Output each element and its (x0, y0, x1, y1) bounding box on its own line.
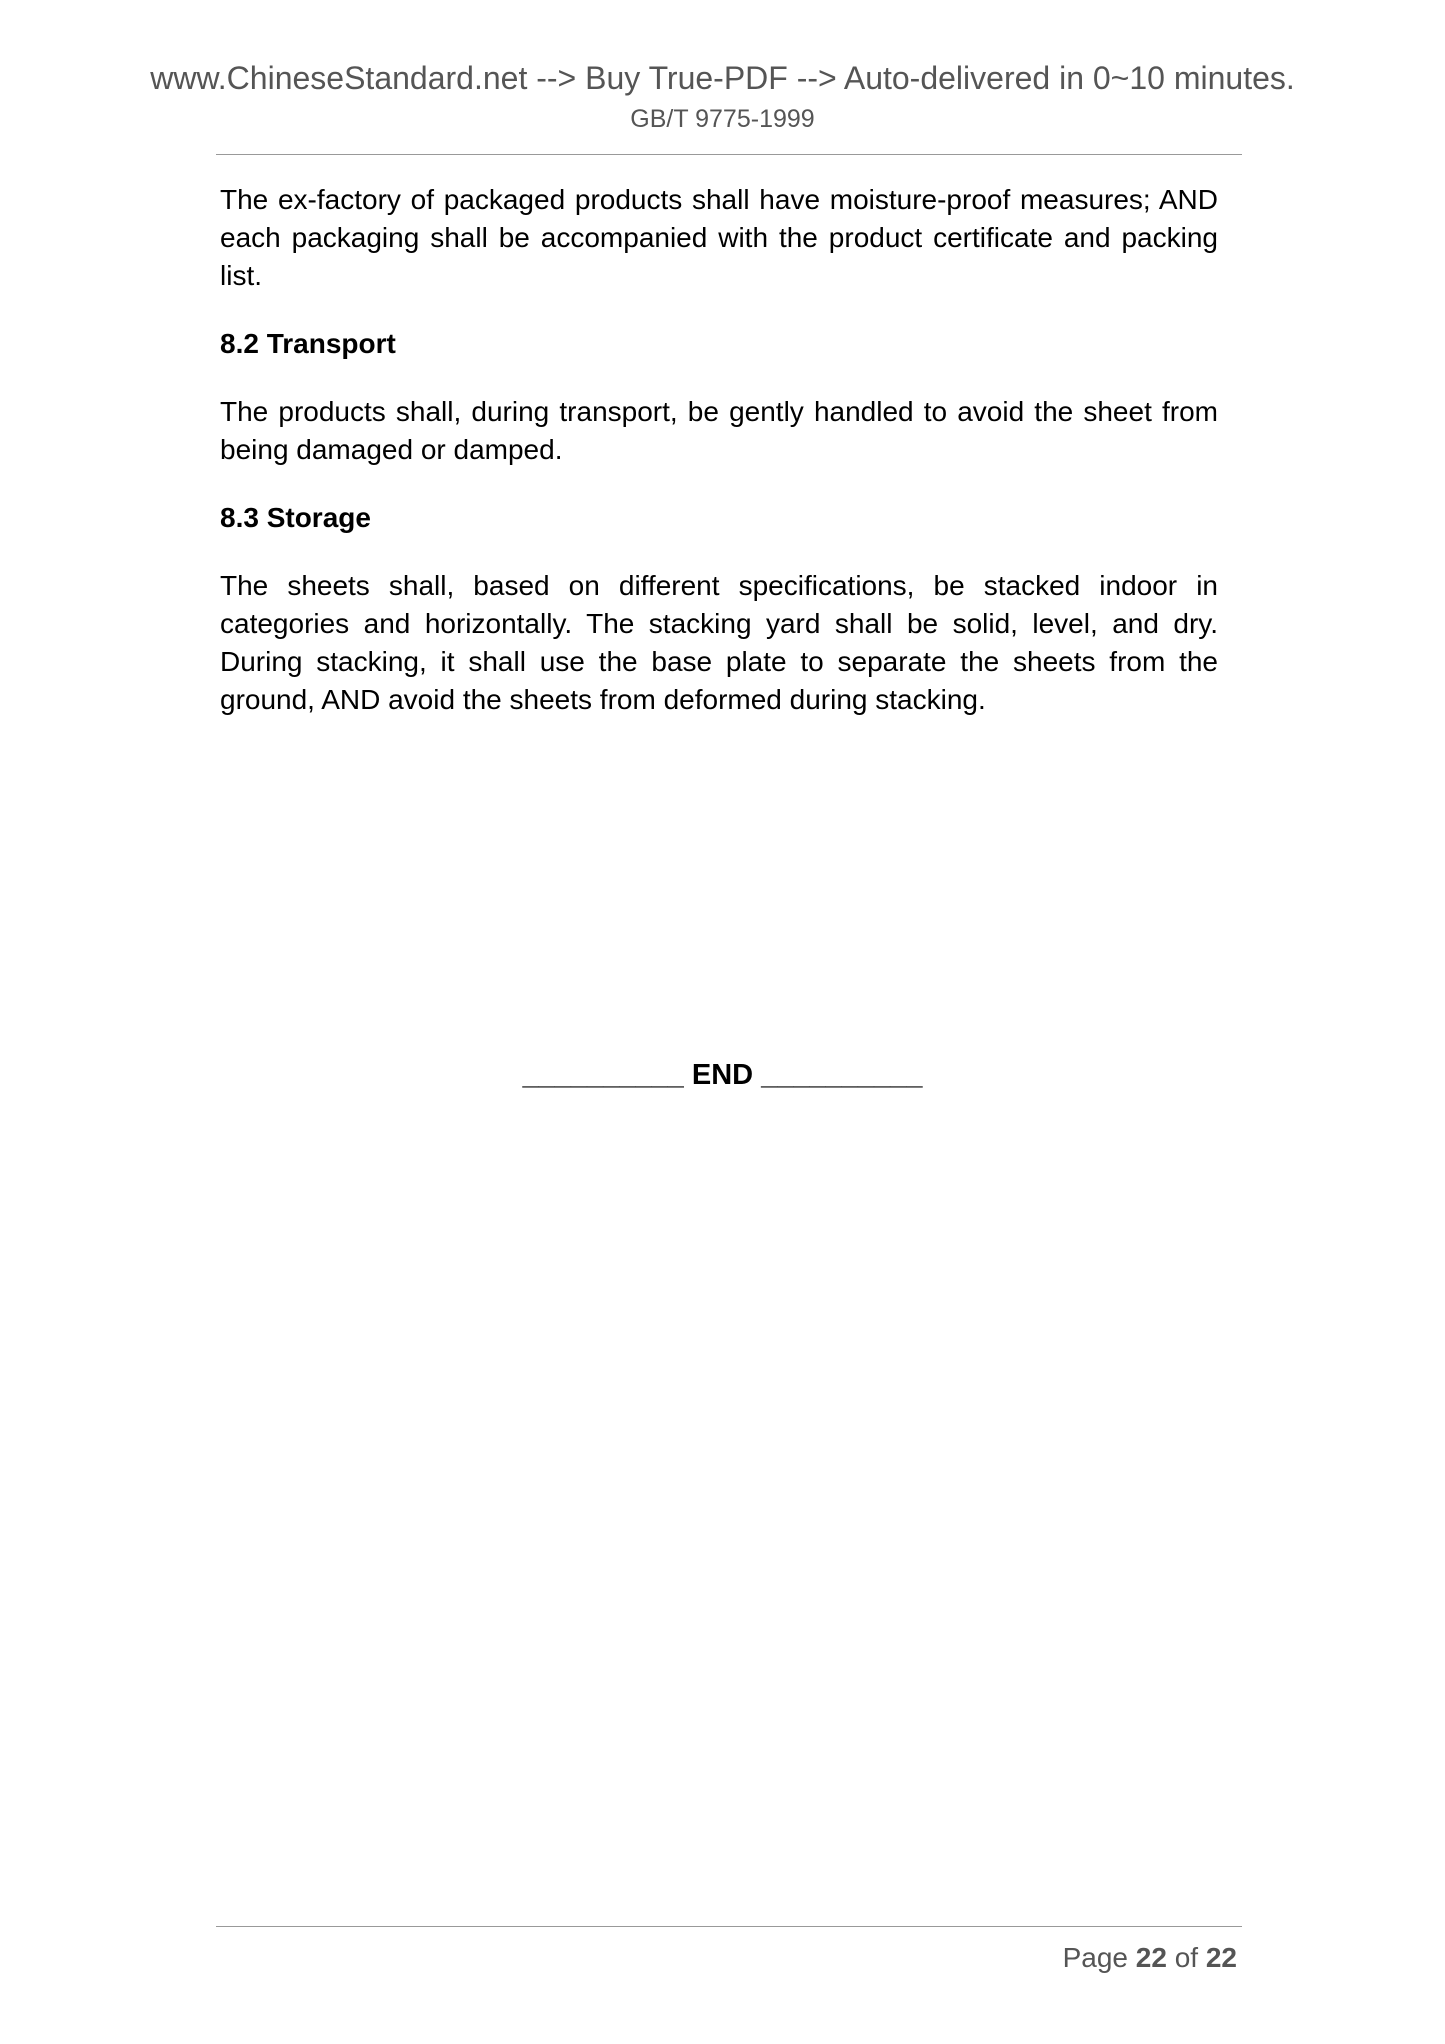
site-banner: www.ChineseStandard.net --> Buy True-PDF --> Auto-delivered in 0~10 minutes. (150, 60, 1295, 96)
header-divider (216, 154, 1242, 155)
section-heading-transport: 8.2 Transport (220, 328, 396, 359)
current-page: 22 (1135, 1942, 1167, 1973)
document-body (220, 181, 1218, 749)
footer-divider (216, 1926, 1242, 1927)
section-text-transport: The products shall, during transport, be gently handled to avoid the sheet from being damaged or damped. (220, 396, 1218, 465)
page-separator: of (1174, 1942, 1199, 1973)
total-pages: 22 (1205, 1942, 1237, 1973)
page-prefix: Page (1062, 1942, 1128, 1973)
section-text-storage: The sheets shall, based on different specifications, be stacked indoor in categories and horizontally. The stacking yard shall be solid, level, and dry. During stacking, it shall use the base plate to separate the sheets from the ground, AND avoid the sheets from deformed during stacking. (220, 570, 1218, 715)
section-heading-storage: 8.3 Storage (220, 502, 371, 533)
page-number (1063, 1940, 1237, 1976)
end-marker: __________ END __________ (522, 1059, 923, 1091)
document-code: GB/T 9775-1999 (630, 105, 815, 133)
intro-paragraph: The ex-factory of packaged products shall have moisture-proof measures; AND each packaging shall be accompanied with the product certificate and packing list. (220, 184, 1218, 291)
